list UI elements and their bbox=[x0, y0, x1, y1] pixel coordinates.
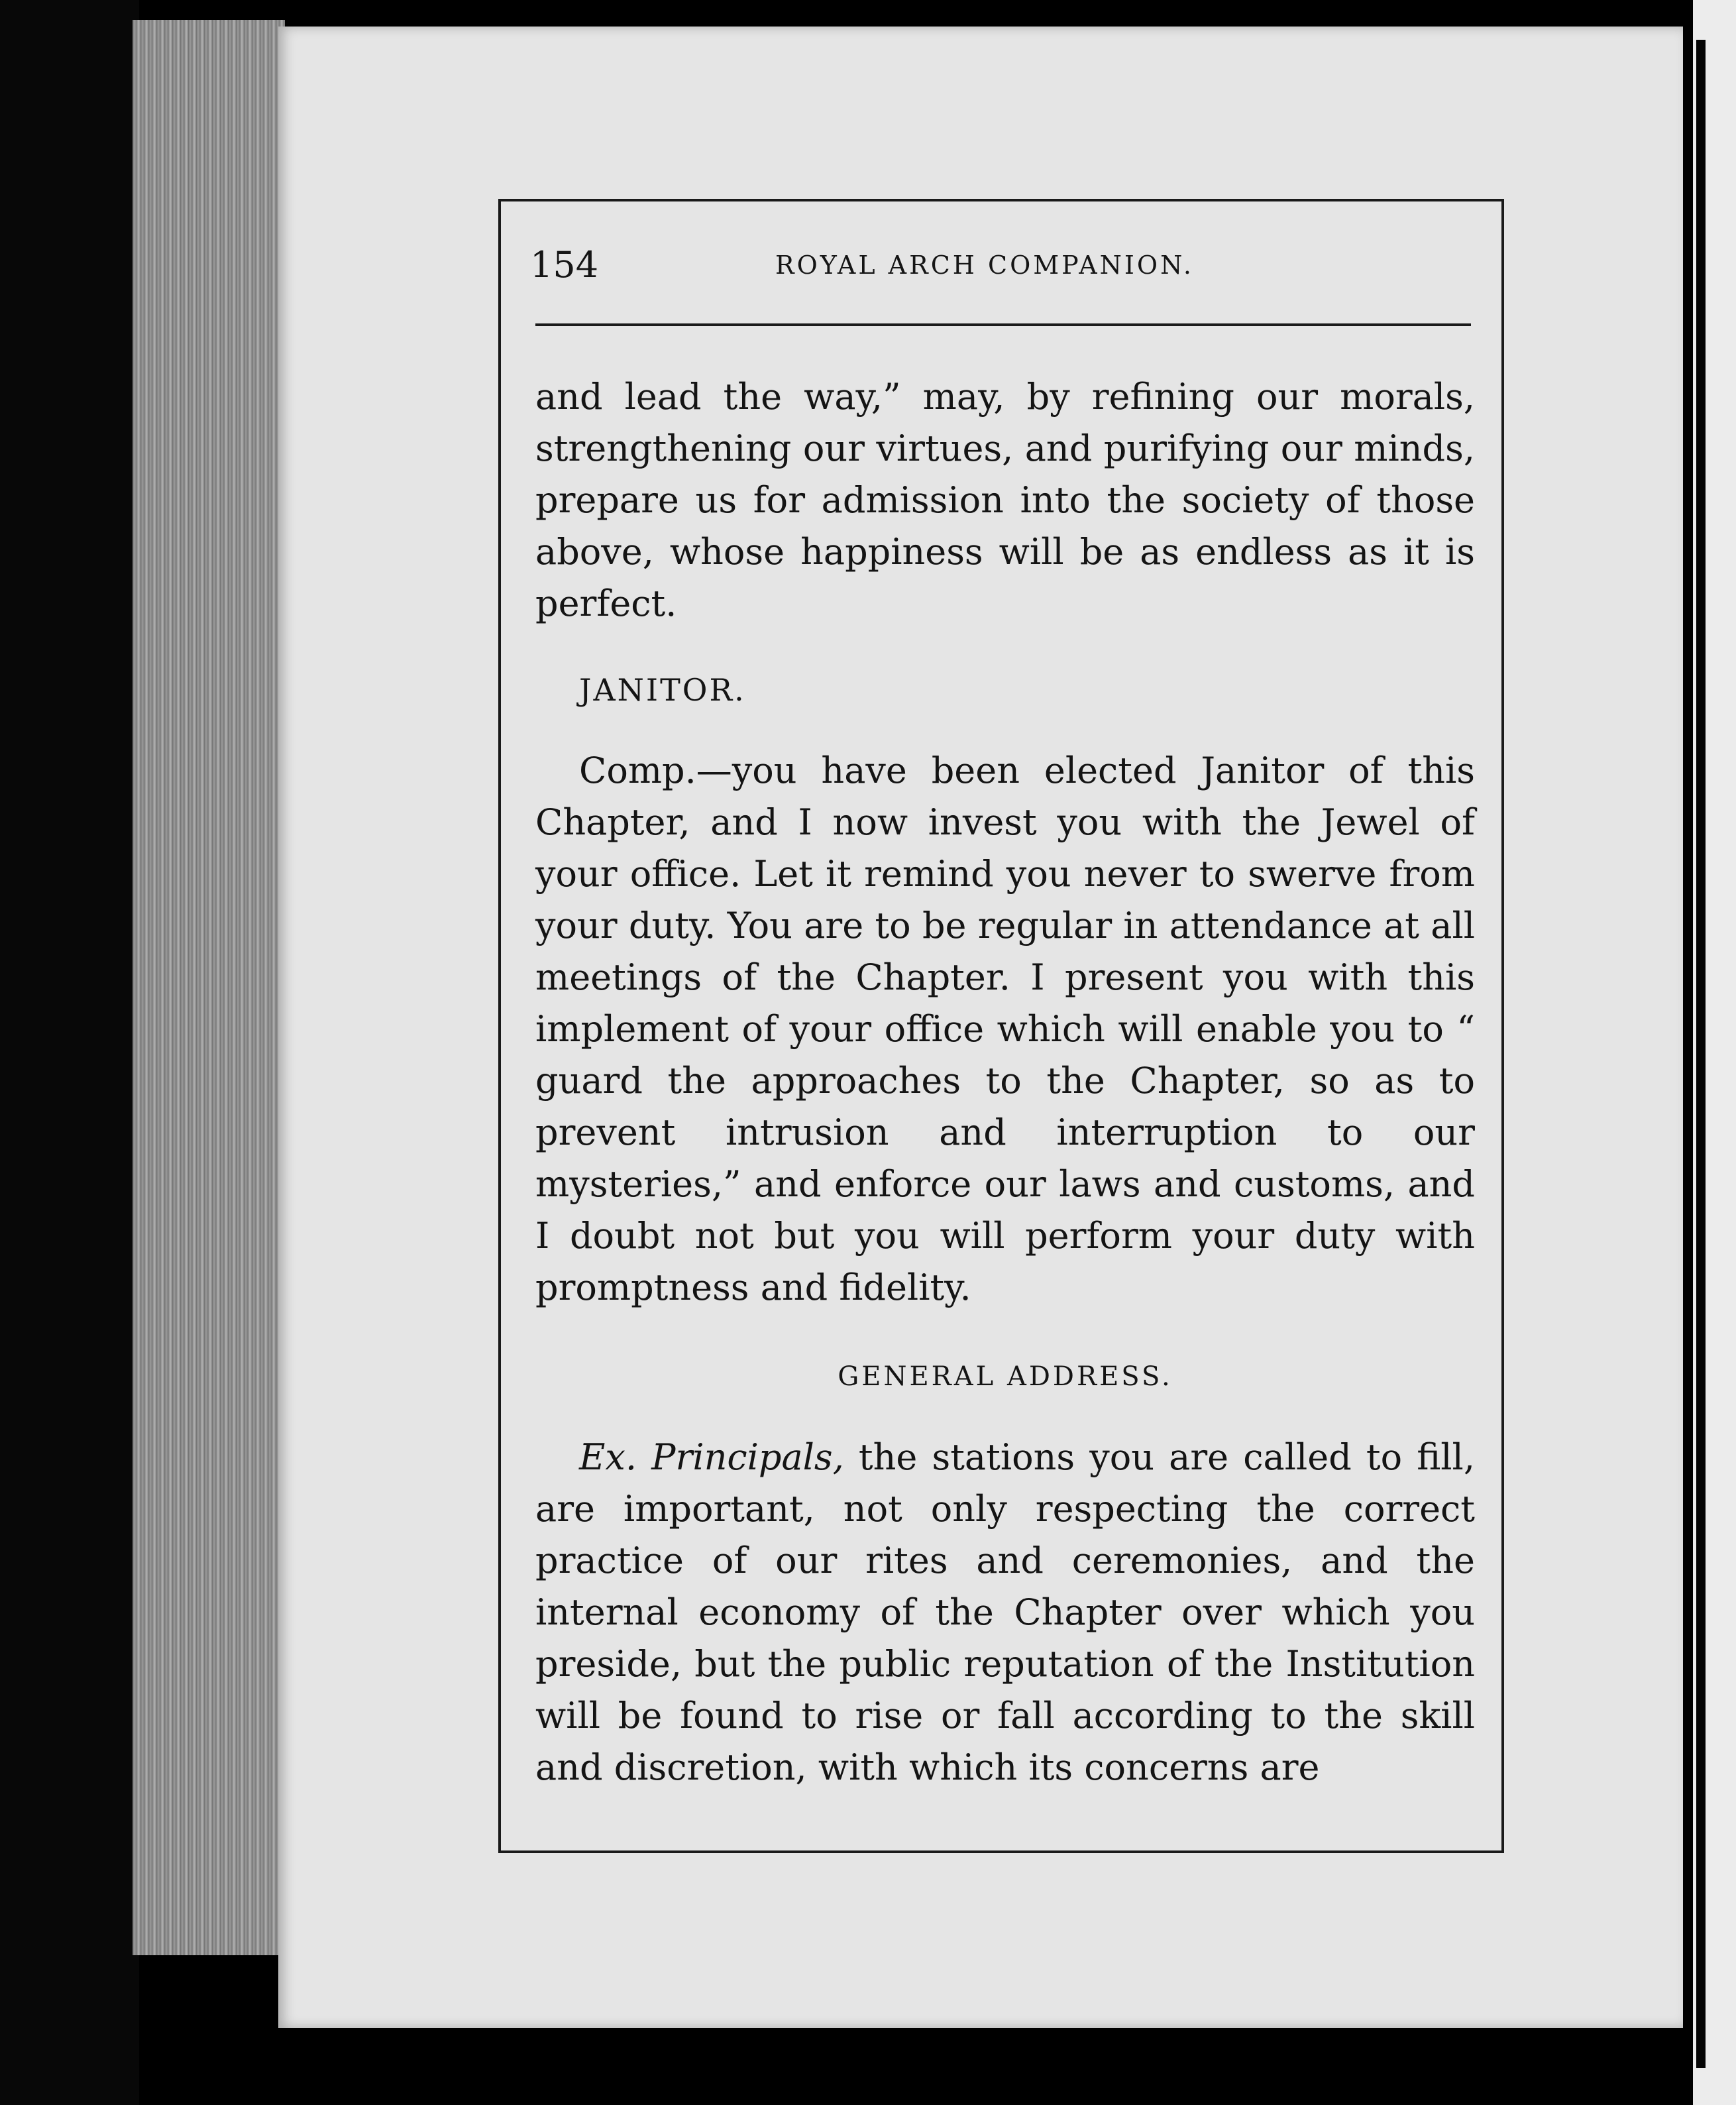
paragraph-general-address-text: the stations you are called to fill, are important, not only respecting the correct practice of our rites and ceremonies, and the internal economy of the Chapter over which you preside, but the public reputation of the Institution will be found to rise or fall according to the skill and discretion, with which its concerns are bbox=[535, 1436, 1475, 1788]
page-header bbox=[530, 239, 1471, 305]
section-heading-janitor: JANITOR. bbox=[579, 672, 746, 708]
paragraph-janitor-charge: Comp.—you have been elected Janitor of this Chapter, and I now invest you with the Jewel of your office. Let it remind you never to swerve from your duty. You are to be regular in attendance at all meetings of the Chapter. I present you with this implement of your office which will enable you to “ guard the approaches to the Chapter, so as to prevent intrusion and interruption to our mysteries,” and enforce our laws and customs, and I doubt not but you will perform your duty with promptness and fidelity. bbox=[535, 750, 1475, 1308]
page-number: 154 bbox=[530, 244, 599, 286]
page-edges bbox=[133, 20, 285, 1955]
section-heading-general-address: GENERAL ADDRESS. bbox=[838, 1361, 1173, 1392]
binding-gutter bbox=[1696, 40, 1706, 2068]
emphasis-ex-principals: Ex. Principals, bbox=[579, 1436, 844, 1478]
running-head: ROYAL ARCH COMPANION. bbox=[775, 251, 1194, 280]
paragraph-general-address bbox=[535, 1432, 1475, 1793]
page-body bbox=[535, 371, 1475, 1793]
header-rule bbox=[535, 323, 1471, 326]
paragraph-continuation: and lead the way,” may, by refining our morals, strengthening our virtues, and purifying our minds, prepare us for admission into the society of those above, whose happiness will be as endless as it is perfect. bbox=[535, 376, 1475, 624]
book-spine-edge bbox=[0, 0, 139, 2105]
